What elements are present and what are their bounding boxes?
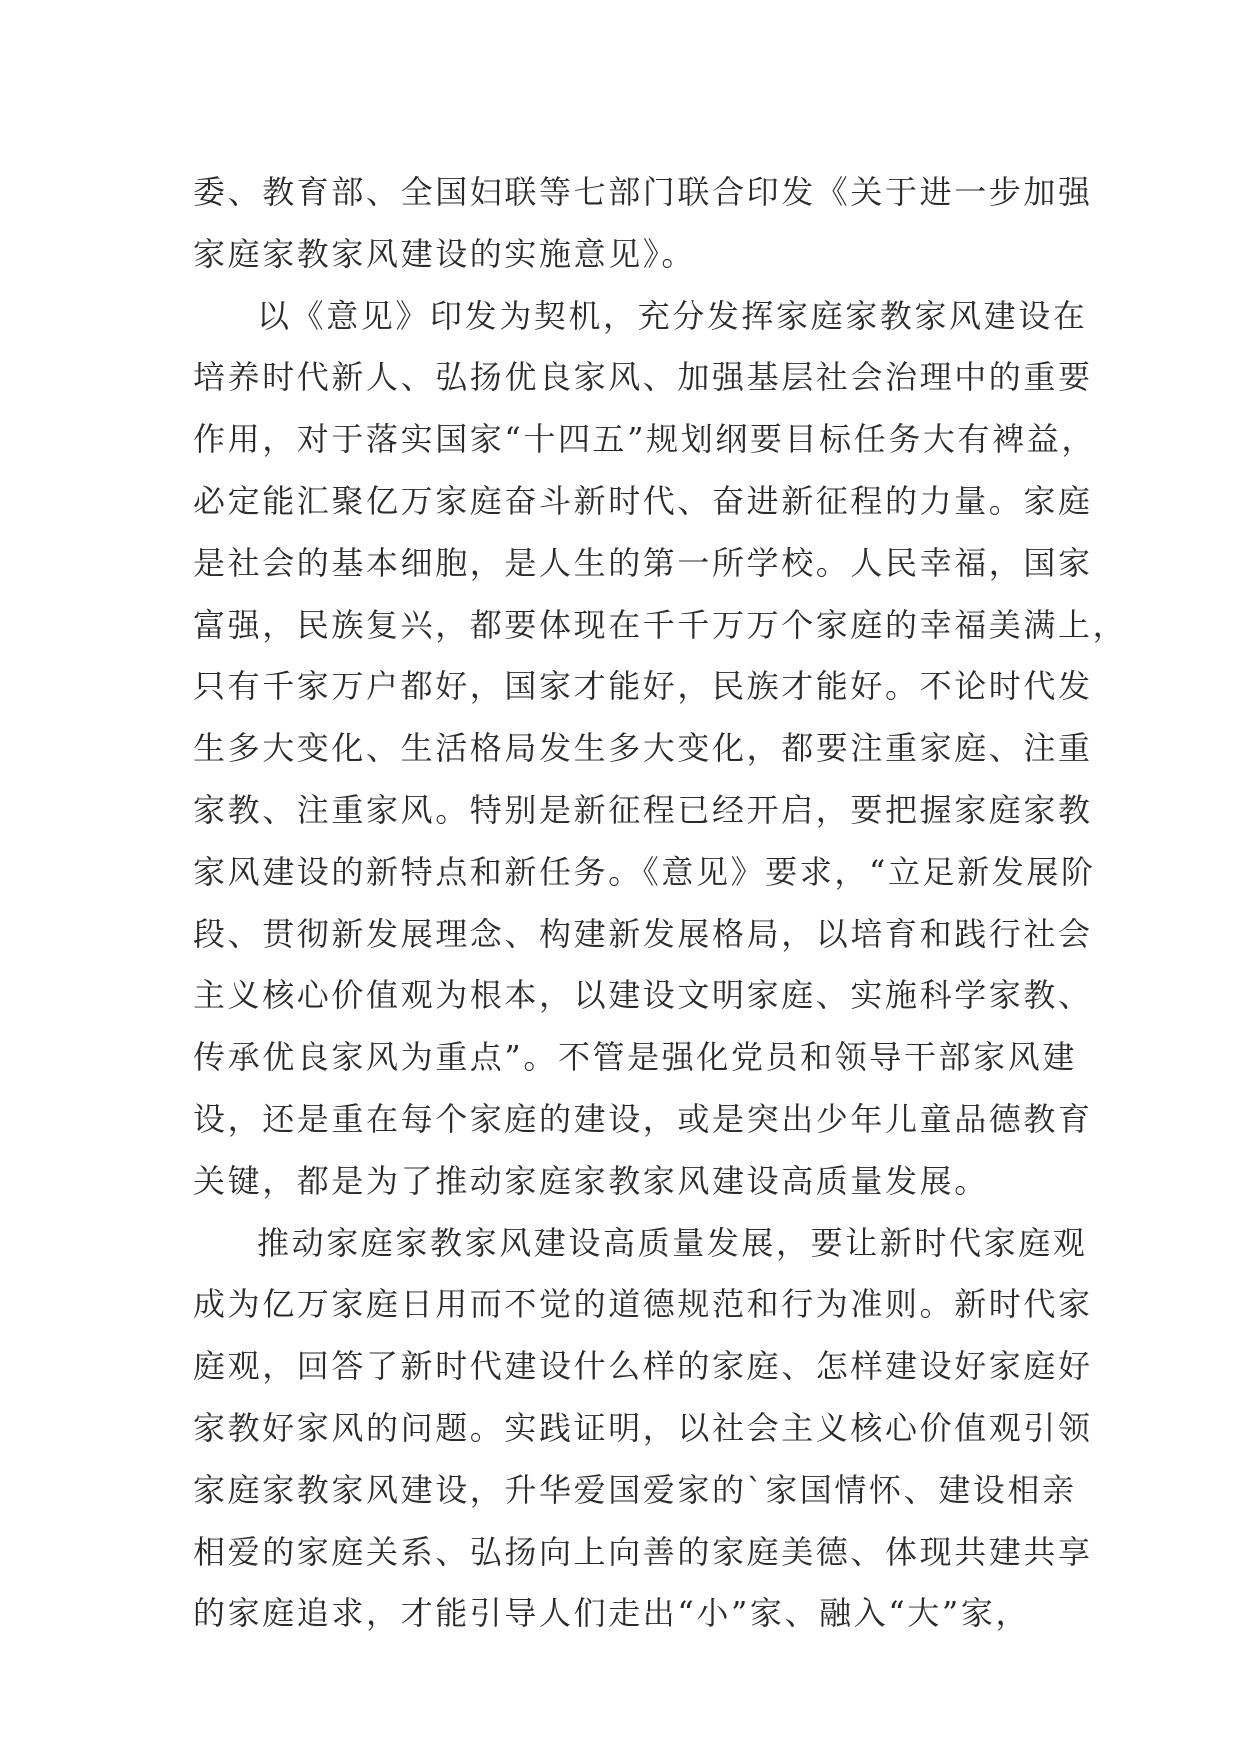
document-body [193, 162, 1128, 1645]
text-line: 只有千家万户都好，国家才能好，民族才能好。不论时代发 [193, 667, 1093, 706]
text-line: 富强，民族复兴，都要体现在千千万万个家庭的幸福美满上， [193, 605, 1128, 644]
text-line: 委、教育部、全国妇联等七部门联合印发《关于进一步加强 [193, 173, 1093, 211]
text-line: 家教好家风的问题。实践证明，以社会主义核心价值观引领 [193, 1408, 1093, 1447]
text-line: 关键，都是为了推动家庭家教家风建设高质量发展。 [193, 1161, 989, 1200]
paragraph-first-line: 以《意见》印发为契机，充分发挥家庭家教家风建设在 [257, 296, 1088, 335]
text-line: 的家庭追求，才能引导人们走出“小”家、融入“大”家， [193, 1594, 1031, 1633]
text-line: 家教、注重家风。特别是新征程已经开启，要把握家庭家教 [193, 790, 1093, 829]
text-line: 设，还是重在每个家庭的建设，或是突出少年儿童品德教育 [193, 1099, 1093, 1138]
text-line: 生多大变化、生活格局发生多大变化，都要注重家庭、注重 [193, 729, 1093, 768]
text-line: 家庭家教家风建设，升华爱国爱家的`家国情怀、建设相亲 [193, 1470, 1077, 1509]
text-line: 相爱的家庭关系、弘扬向上向善的家庭美德、体现共建共享 [193, 1532, 1093, 1571]
text-line: 传承优良家风为重点”。不管是强化党员和领导干部家风建 [193, 1038, 1077, 1077]
text-line: 作用，对于落实国家“十四五”规划纲要目标任务大有裨益， [193, 420, 1096, 459]
text-line: 主义核心价值观为根本，以建设文明家庭、实施科学家教、 [193, 976, 1093, 1015]
text-line: 段、贯彻新发展理念、构建新发展格局，以培育和践行社会 [193, 914, 1093, 953]
text-line: 庭观，回答了新时代建设什么样的家庭、怎样建设好家庭好 [193, 1347, 1093, 1386]
text-line: 培养时代新人、弘扬优良家风、加强基层社会治理中的重要 [193, 358, 1093, 397]
text-line: 必定能汇聚亿万家庭奋斗新时代、奋进新征程的力量。家庭 [193, 481, 1093, 520]
paragraph-first-line: 推动家庭家教家风建设高质量发展，要让新时代家庭观 [257, 1223, 1088, 1262]
text-line: 是社会的基本细胞，是人生的第一所学校。人民幸福，国家 [193, 543, 1093, 582]
text-line: 家风建设的新特点和新任务。《意见》要求，“立足新发展阶 [193, 852, 1096, 891]
text-line: 成为亿万家庭日用而不觉的道德规范和行为准则。新时代家 [193, 1285, 1093, 1324]
text-line: 家庭家教家风建设的实施意见》。 [193, 234, 697, 273]
